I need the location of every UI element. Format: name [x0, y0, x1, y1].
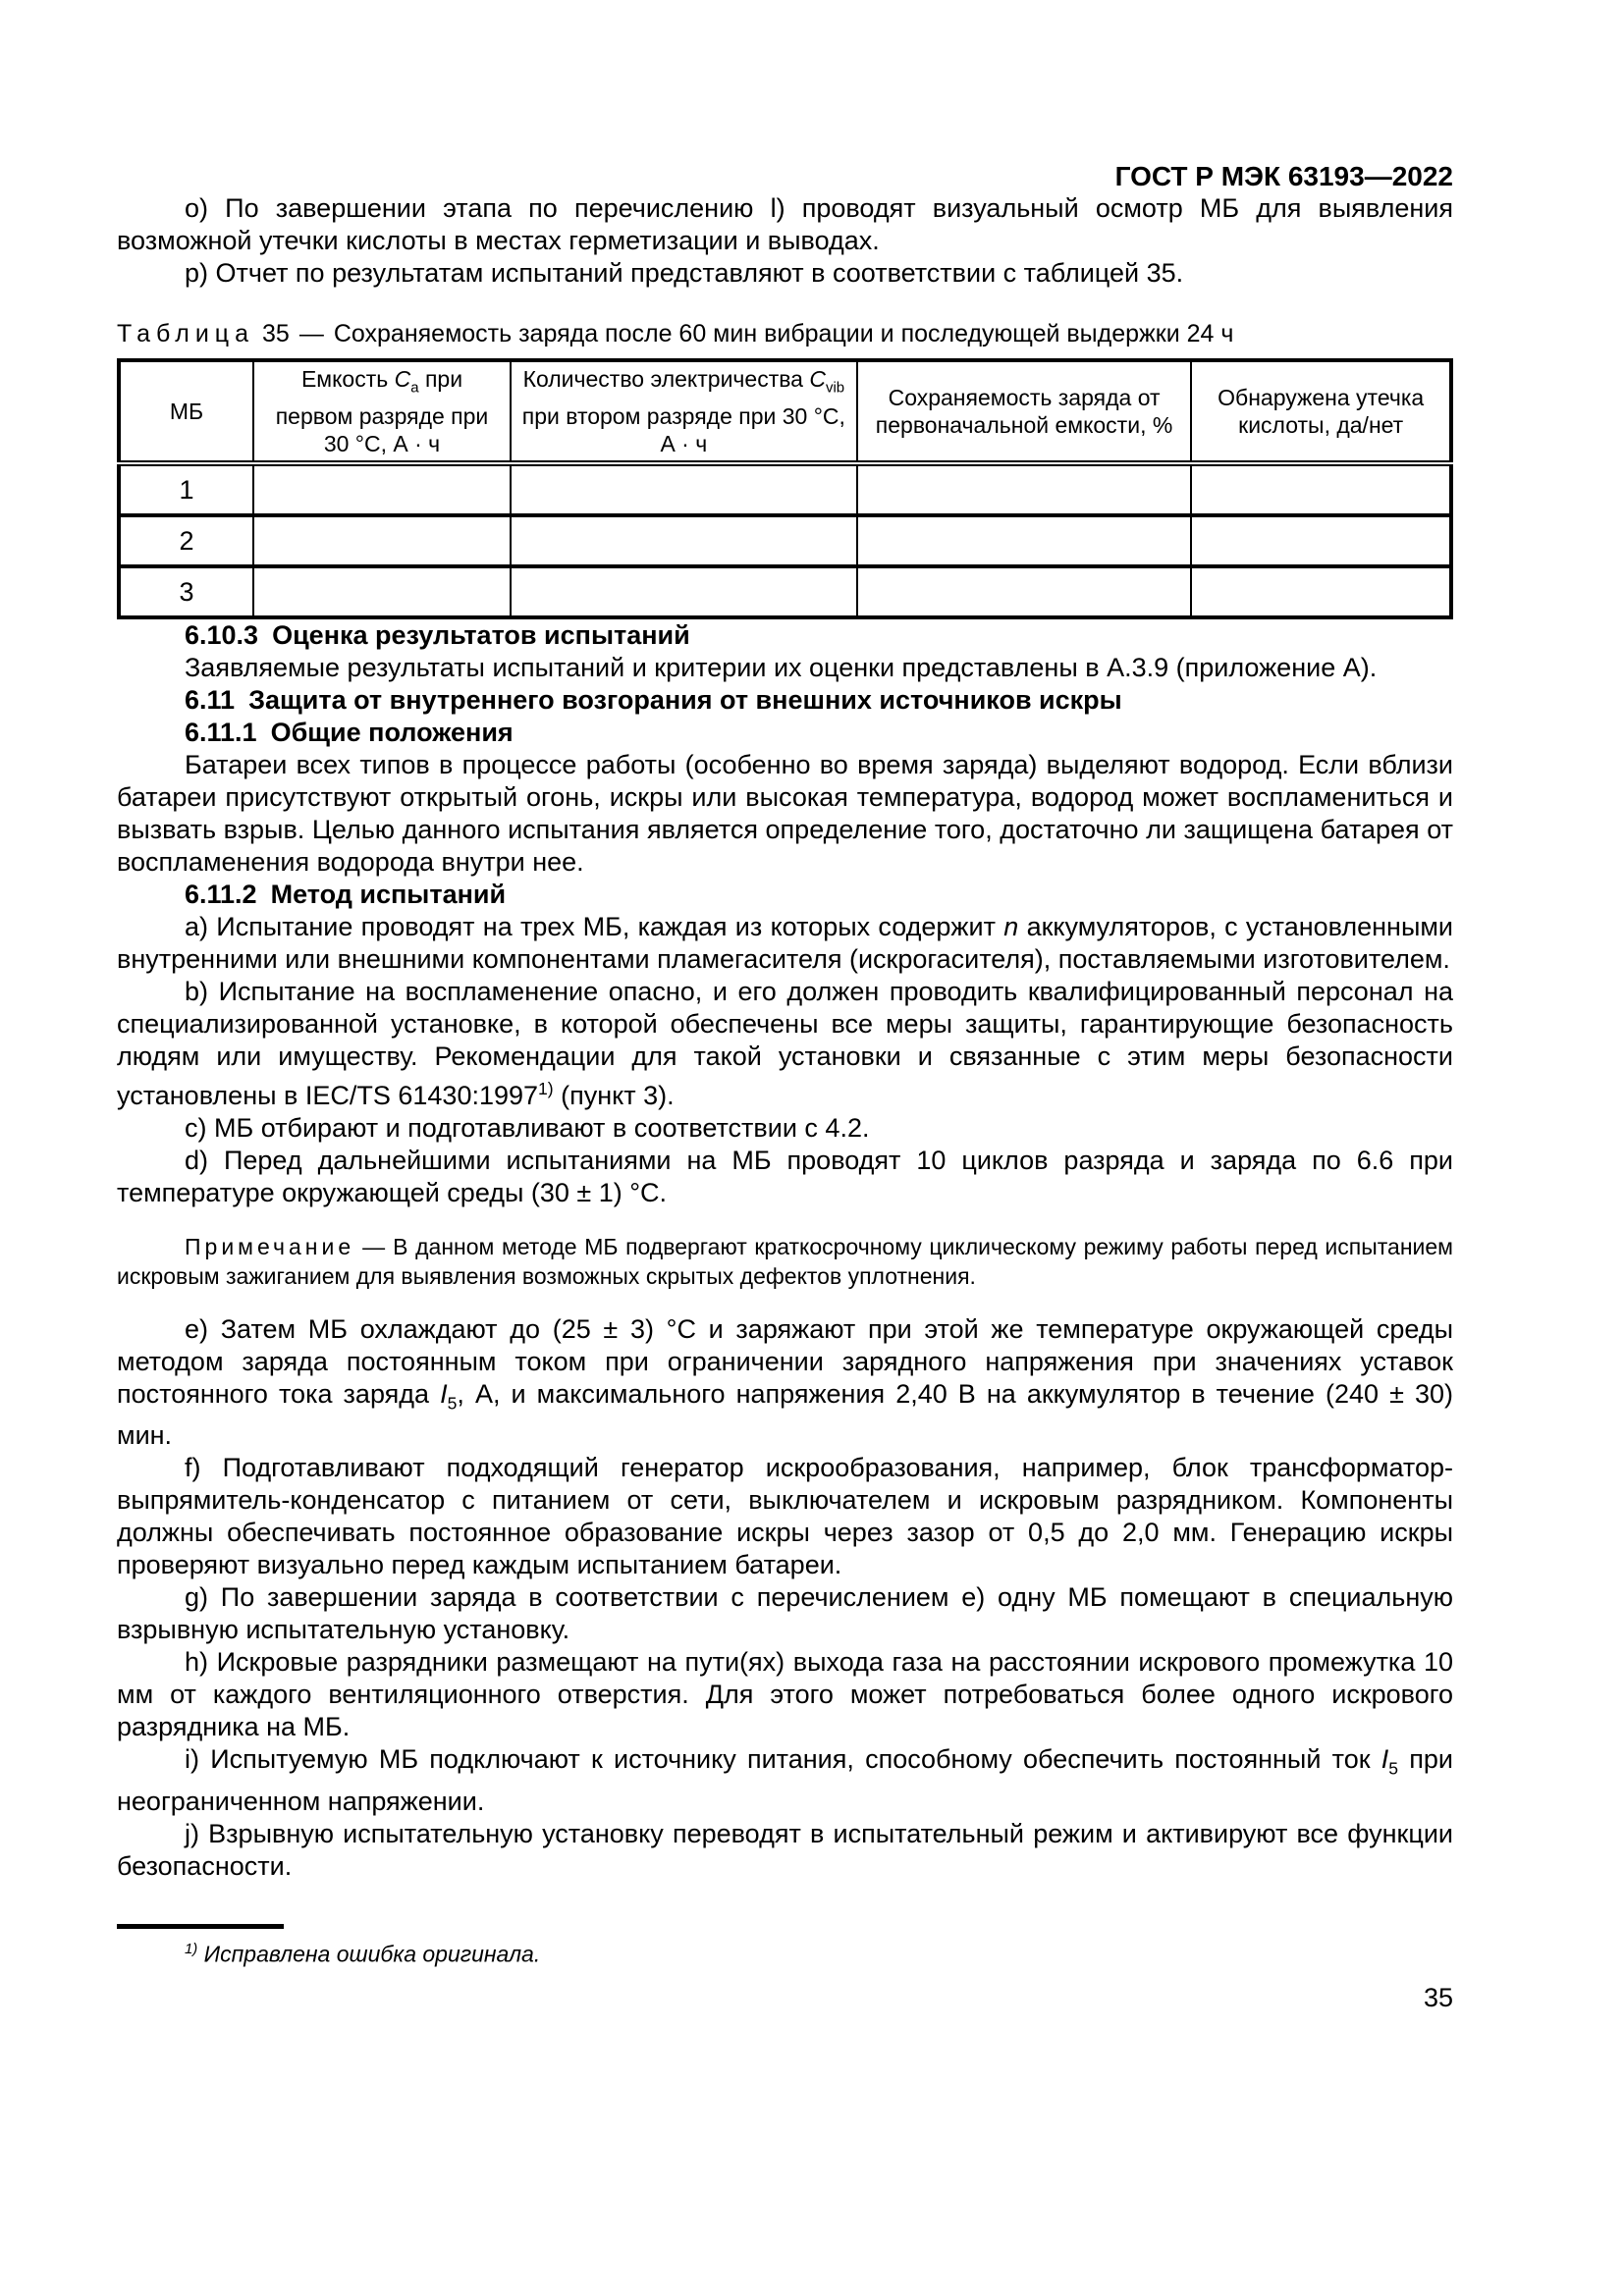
subscript-a: а — [410, 379, 419, 397]
method-item-c: с) МБ отбирают и подготавливают в соответствии с 4.2. — [185, 1113, 870, 1143]
note-text: В данном методе МБ подвергают краткосрочному циклическому режиму работы перед испытанием искровым зажиганием для выявления возможных скрытых дефектов уплотнения. — [117, 1234, 1453, 1289]
col-header-capacity — [253, 360, 511, 463]
subscript-5: 5 — [1388, 1758, 1399, 1779]
table-row — [119, 566, 1451, 617]
standard-number: ГОСТ Р МЭК 63193—2022 — [1114, 161, 1453, 191]
section-heading-6-11 — [117, 684, 1453, 717]
text-segment: b) Испытание на воспламенение опасно, и его должен проводить квалифицированный персонал на специализированной установке, в которой обеспечены все меры защиты, гарантирующие безопасность людям или имуществу. Рекомендации для такой установки и связанные с этим меры безопасности установлены в IEC/TS 61430:1997 — [117, 977, 1453, 1110]
empty-cell — [1191, 463, 1451, 515]
row-number-cell: 1 — [179, 474, 194, 505]
empty-cell — [253, 566, 511, 617]
row-number-cell: 2 — [119, 515, 253, 566]
method-item-h: h) Искровые разрядники размещают на пути(ях) выхода газа на расстоянии искрового промежутка 10 мм от каждого вентиляционного отверстия. Для этого может потребоваться более одного искрового разрядника на МБ. — [117, 1647, 1453, 1742]
section-title: Защита от внутреннего возгорания от внешних источников искры — [248, 685, 1122, 715]
col-header-mb: МБ — [119, 360, 253, 463]
col-header-leak: Обнаружена утечка кислоты, да/нет — [1191, 360, 1451, 463]
method-item-b — [117, 976, 1453, 1112]
section-title: Общие положения — [270, 718, 514, 747]
retention-table — [117, 358, 1453, 619]
table-row — [119, 463, 1451, 515]
list-item-p: р) Отчет по результатам испытаний представляют в соответствии с таблицей 35. — [185, 258, 1184, 288]
row-number-cell: 3 — [119, 566, 253, 617]
empty-cell — [511, 515, 857, 566]
col-header-retention: Сохраняемость заряда от первоначальной емкости, % — [857, 360, 1192, 463]
table-caption-label: Таблица — [117, 320, 255, 347]
text-segment: Емкость — [300, 366, 395, 393]
col-header-quantity — [511, 360, 857, 463]
note-dash: — — [362, 1234, 386, 1259]
footnote — [117, 1935, 1453, 1969]
variable-n: n — [1003, 912, 1019, 941]
text-segment: Количество электричества — [522, 366, 810, 393]
empty-cell — [1191, 515, 1451, 566]
table-caption-number: 35 — [262, 320, 290, 347]
empty-cell — [857, 515, 1192, 566]
text-segment: е) Затем МБ охлаждают до (25 ± 3) °С и заряжают при этой же температуре окружающей среды методом заряда постоянным током при ограничении зарядного напряжения при значениях уставок постоянного тока заряда — [117, 1314, 1453, 1409]
method-item-i — [117, 1743, 1453, 1817]
section-number: 6.10.3 — [185, 620, 259, 650]
empty-cell — [253, 463, 511, 515]
empty-cell — [1191, 566, 1451, 617]
method-item-f: f) Подготавливают подходящий генератор искрообразования, например, блок трансформатор-выпрямитель-конденсатор с питанием от сети, выключателем и искровым разрядником. Компоненты должны обеспечивать постоянное образование искры через зазор от 0,5 до 2,0 мм. Генерацию искры проверяют визуально перед каждым испытанием батареи. — [117, 1453, 1453, 1580]
section-title: Метод испытаний — [270, 880, 507, 909]
footnote-reference: 1) — [538, 1079, 554, 1098]
subscript-5: 5 — [447, 1393, 458, 1414]
table-header-row — [119, 360, 1451, 463]
method-item-d: d) Перед дальнейшими испытаниями на МБ проводят 10 циклов разряда и заряда по 6.6 при температуре окружающей среды (30 ± 1) °С. — [117, 1146, 1453, 1207]
section-heading-6-11-1 — [117, 717, 1453, 749]
text-segment: при неограниченном напряжении. — [117, 1744, 1453, 1816]
table-caption-dash: — — [298, 320, 324, 347]
empty-cell — [511, 566, 857, 617]
subscript-vib: vib — [826, 379, 845, 397]
empty-cell — [857, 463, 1192, 515]
footnote-text: Исправлена ошибка оригинала. — [197, 1941, 541, 1967]
variable-i: I — [1380, 1744, 1389, 1775]
page-number: 35 — [1423, 1983, 1453, 2013]
text-segment: при первом разряде при 30 °С, А · ч — [275, 366, 489, 456]
text-segment: при втором разряде при 30 °С, А · ч — [521, 402, 845, 456]
table-row — [119, 515, 1451, 566]
method-item-g: g) По завершении заряда в соответствии с перечислением е) одну МБ помещают в специальную взрывную испытательную установку. — [117, 1582, 1453, 1645]
empty-cell — [253, 515, 511, 566]
method-item-a — [117, 911, 1453, 976]
empty-cell — [857, 566, 1192, 617]
section-number: 6.11.2 — [185, 880, 257, 909]
text-segment: , А, и максимального напряжения 2,40 В на аккумулятор в течение (240 ± 30) мин. — [117, 1379, 1453, 1451]
note-label: Примечание — [185, 1234, 355, 1259]
text-segment: а) Испытание проводят на трех МБ, каждая из которых содержит — [185, 912, 1004, 941]
section-number: 6.11.1 — [185, 718, 257, 747]
section-body-6-11-1: Батареи всех типов в процессе работы (особенно во время заряда) выделяют водород. Если вблизи батареи присутствуют открытый огонь, искры или высокая температура, водород может воспламениться и вызвать взрыв. Целью данного испытания является определение того, достаточно ли защищена батарея от воспламенения водорода внутри нее. — [117, 750, 1453, 877]
variable-c: C — [809, 366, 826, 393]
method-item-j: j) Взрывную испытательную установку переводят в испытательный режим и активируют все функции безопасности. — [117, 1818, 1453, 1881]
footnote-marker: 1) — [185, 1940, 198, 1957]
section-heading-6-10-3 — [117, 619, 1453, 652]
empty-cell — [511, 463, 857, 515]
footnote-rule — [117, 1924, 284, 1929]
text-segment: (пункт 3). — [553, 1081, 675, 1110]
text-segment: аккумуляторов, с установленными внутренними или внешними компонентами пламегасителя (искрогасителя), поставляемыми изготовителем. — [117, 912, 1453, 974]
variable-c: C — [394, 366, 411, 393]
section-title: Оценка результатов испытаний — [272, 620, 690, 650]
section-number: 6.11 — [185, 685, 236, 715]
note-paragraph — [117, 1232, 1453, 1291]
list-item-o: о) По завершении этапа по перечислению l) проводят визуальный осмотр МБ для выявления возможной утечки кислоты в местах герметизации и выводах. — [117, 193, 1453, 255]
section-body-6-10-3: Заявляемые результаты испытаний и критерии их оценки представлены в А.3.9 (приложение А). — [185, 653, 1378, 682]
section-heading-6-11-2 — [117, 879, 1453, 911]
method-item-e — [117, 1313, 1453, 1452]
variable-i: I — [440, 1379, 448, 1409]
table-caption-title: Сохраняемость заряда после 60 мин вибрации и последующей выдержки 24 ч — [333, 320, 1234, 347]
text-segment: i) Испытуемую МБ подключают к источнику питания, способному обеспечить постоянный ток — [185, 1744, 1381, 1775]
table-caption — [117, 319, 1453, 348]
